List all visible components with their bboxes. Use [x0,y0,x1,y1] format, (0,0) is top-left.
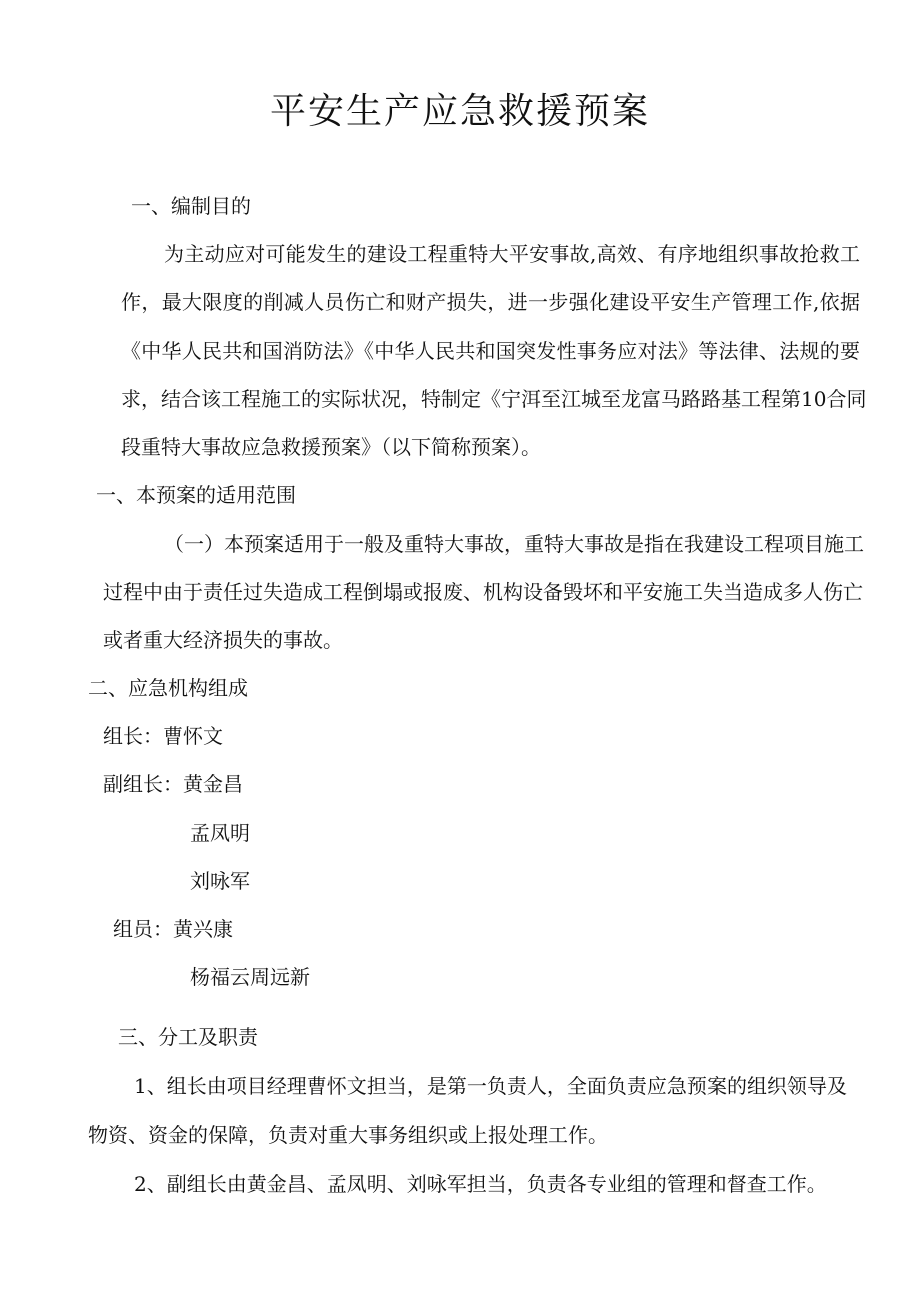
duty-item-1-line: 物资、资金的保障，负责对重大事务组织或上报处理工作。 [88,1123,608,1147]
paragraph-line: 为主动应对可能发生的建设工程重特大平安事故,高效、有序地组织事故抢救工 [164,242,860,266]
paragraph-line: 段重特大事故应急救援预案》（以下简称预案）。 [121,435,541,459]
document-title: 平安生产应急救援预案 [269,91,650,132]
deputy-leader-name: 刘咏军 [190,869,250,893]
paragraph-line: 或者重大经济损失的事故。 [103,628,343,652]
section-heading-duties: 三、分工及职责 [118,1025,258,1049]
section-heading-scope: 一、本预案的适用范围 [96,483,296,507]
paragraph-line: 《中华人民共和国消防法》《中华人民共和国突发性事务应对法》等法律、法规的要 [121,339,860,363]
leader-line: 组长：曹怀文 [103,724,223,748]
paragraph-line: 作，最大限度的削减人员伤亡和财产损失，进一步强化建设平安生产管理工作,依据 [121,290,860,314]
member-names: 杨福云周远新 [190,965,310,989]
member-line: 组员：黄兴康 [113,917,233,941]
deputy-leader-line: 副组长：黄金昌 [103,772,243,796]
duty-item-2-line: 2、副组长由黄金昌、孟凤明、刘咏军担当，负责各专业组的管理和督查工作。 [134,1172,827,1196]
section-heading-organization: 二、应急机构组成 [88,676,248,700]
deputy-leader-name: 孟凤明 [190,821,250,845]
paragraph-line: （一）本预案适用于一般及重特大事故，重特大事故是指在我建设工程项目施工 [164,532,864,556]
duty-item-1-line: 1、组长由项目经理曹怀文担当，是第一负责人，全面负责应急预案的组织领导及 [134,1074,847,1098]
paragraph-line: 求，结合该工程施工的实际状况，特制定《宁洱至江城至龙富马路路基工程第10合同 [121,387,867,411]
paragraph-line: 过程中由于责任过失造成工程倒塌或报废、机构设备毁坏和平安施工失当造成多人伤亡 [103,580,863,604]
section-heading-purpose: 一、编制目的 [131,194,251,218]
